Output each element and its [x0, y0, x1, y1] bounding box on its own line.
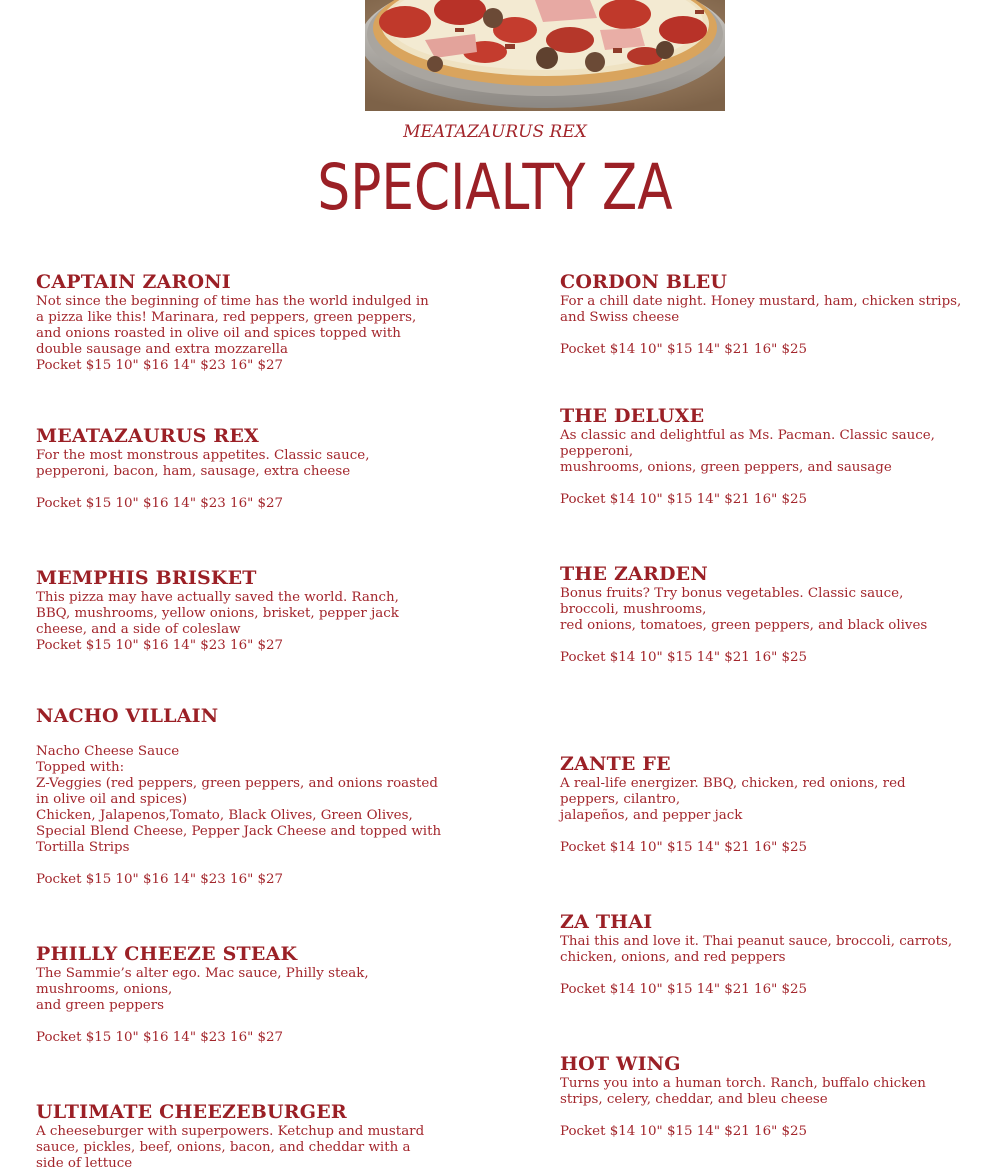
menu-item-name: THE DELUXE: [560, 405, 705, 427]
menu-item-ultimate-cheezeburger: [36, 1100, 428, 1172]
menu-item-name: PHILLY CHEEZE STEAK: [36, 943, 298, 965]
menu-item-name: CAPTAIN ZARONI: [36, 271, 231, 293]
menu-item-description: For the most monstrous appetites. Classic sauce,: [36, 448, 370, 463]
menu-item-hot-wing: [560, 1052, 955, 1140]
menu-item-description: Thai this and love it. Thai peanut sauce, broccoli, carrots,: [560, 934, 953, 949]
menu-item-prices: Pocket $14 10" $15 14" $21 16" $25: [560, 1124, 808, 1139]
menu-item-spacer: [560, 326, 955, 342]
menu-item-description: sauce, pickles, beef, onions, bacon, and cheddar with a: [36, 1140, 411, 1155]
menu-item-description: a pizza like this! Marinara, red peppers, green peppers,: [36, 310, 417, 325]
menu-item-name: THE ZARDEN: [560, 563, 708, 585]
menu-item-name: MEMPHIS BRISKET: [36, 567, 257, 589]
menu-item-name: CORDON BLEU: [560, 271, 728, 293]
menu-item-description: and Swiss cheese: [560, 310, 680, 325]
menu-item-description: As classic and delightful as Ms. Pacman. Classic sauce,: [560, 428, 935, 443]
menu-item-spacer: [36, 1014, 428, 1030]
menu-item-spacer: [36, 480, 428, 496]
menu-item-description: This pizza may have actually saved the world. Ranch,: [36, 590, 399, 605]
menu-item-prices: Pocket $15 10" $16 14" $23 16" $27: [36, 1030, 284, 1045]
menu-item-description: Chicken, Jalapenos,Tomato, Black Olives, Green Olives,: [36, 808, 413, 823]
menu-item-description: peppers, cilantro,: [560, 792, 681, 807]
menu-item-description: A real-life energizer. BBQ, chicken, red onions, red: [560, 776, 906, 791]
menu-item-description: pepperoni,: [560, 444, 634, 459]
page-title: SPECIALTY ZA: [317, 151, 673, 224]
menu-item-description: Topped with:: [36, 760, 125, 775]
menu-item-cordon-bleu: [560, 270, 962, 358]
menu-item-description: strips, celery, cheddar, and bleu cheese: [560, 1092, 828, 1107]
menu-item-description: A cheeseburger with superpowers. Ketchup and mustard: [36, 1124, 425, 1139]
menu-item-prices: Pocket $14 10" $15 14" $21 16" $25: [560, 492, 808, 507]
menu-item-description: and green peppers: [36, 998, 164, 1013]
menu-item-memphis-brisket: [36, 566, 428, 654]
menu-item-description: mushrooms, onions, green peppers, and sausage: [560, 460, 892, 475]
menu-item-the-deluxe: [560, 404, 955, 508]
menu-item-description: Turns you into a human torch. Ranch, buffalo chicken: [560, 1076, 926, 1091]
menu-item-description: pepperoni, bacon, ham, sausage, extra cheese: [36, 464, 351, 479]
menu-item-name: NACHO VILLAIN: [36, 705, 219, 727]
menu-item-description: Special Blend Cheese, Pepper Jack Cheese and topped with: [36, 824, 442, 839]
menu-item-prices: Pocket $15 10" $16 14" $23 16" $27: [36, 872, 284, 887]
menu-item-name: MEATAZAURUS REX: [36, 425, 259, 447]
menu-item-zante-fe: [560, 752, 955, 856]
menu-item-description: For a chill date night. Honey mustard, ham, chicken strips,: [560, 294, 962, 309]
menu-item-name: ZA THAI: [560, 911, 653, 933]
menu-item-description: side of lettuce: [36, 1156, 133, 1171]
photo-caption: MEATAZAURUS REX: [403, 122, 587, 142]
menu-item-prices: Pocket $14 10" $15 14" $21 16" $25: [560, 650, 808, 665]
menu-item-spacer: [560, 824, 955, 840]
menu-item-spacer: [36, 728, 428, 744]
menu-item-description: double sausage and extra mozzarella: [36, 342, 289, 357]
menu-item-spacer: [36, 856, 428, 872]
menu-item-prices: Pocket $14 10" $15 14" $21 16" $25: [560, 840, 808, 855]
menu-item-captain-zaroni: [36, 270, 428, 374]
menu-item-prices: Pocket $14 10" $15 14" $21 16" $25: [560, 982, 808, 997]
menu-item-description: Tortilla Strips: [36, 840, 130, 855]
menu-item-philly-cheeze-steak: [36, 942, 428, 1046]
menu-item-description: and onions roasted in olive oil and spices topped with: [36, 326, 401, 341]
menu-item-description: chicken, onions, and red peppers: [560, 950, 786, 965]
menu-item-spacer: [560, 476, 955, 492]
menu-item-prices: Pocket $15 10" $16 14" $23 16" $27: [36, 638, 284, 653]
menu-item-description: red onions, tomatoes, green peppers, and black olives: [560, 618, 928, 633]
menu-column-right: [560, 270, 962, 1140]
menu-item-spacer: [560, 966, 955, 982]
menu-column-left: [36, 270, 442, 1172]
menu-item-description: Z-Veggies (red peppers, green peppers, and onions roasted: [36, 776, 438, 791]
menu-item-description: in olive oil and spices): [36, 792, 188, 807]
menu-item-description: Bonus fruits? Try bonus vegetables. Classic sauce,: [560, 586, 904, 601]
menu-item-description: Nacho Cheese Sauce: [36, 744, 180, 759]
menu-item-name: ZANTE FE: [560, 753, 671, 775]
menu-item-description: Not since the beginning of time has the world indulged in: [36, 294, 429, 309]
menu-item-name: HOT WING: [560, 1053, 681, 1075]
menu-item-description: broccoli, mushrooms,: [560, 602, 707, 617]
menu-item-name: ULTIMATE CHEEZEBURGER: [36, 1101, 347, 1123]
menu-item-description: cheese, and a side of coleslaw: [36, 622, 241, 637]
menu-item-description: jalapeños, and pepper jack: [560, 808, 743, 823]
pizza-photo: [365, 0, 725, 111]
menu-item-prices: Pocket $15 10" $16 14" $23 16" $27: [36, 496, 284, 511]
menu-item-prices: Pocket $15 10" $16 14" $23 16" $27: [36, 358, 284, 373]
menu-item-spacer: [560, 634, 955, 650]
menu-item-spacer: [560, 1108, 955, 1124]
menu-item-za-thai: [560, 910, 955, 998]
menu-item-meatazaurus-rex: [36, 424, 428, 512]
menu-item-description: mushrooms, onions,: [36, 982, 173, 997]
menu-item-description: BBQ, mushrooms, yellow onions, brisket, pepper jack: [36, 606, 399, 621]
menu-item-prices: Pocket $14 10" $15 14" $21 16" $25: [560, 342, 808, 357]
menu-item-description: The Sammie’s alter ego. Mac sauce, Philly steak,: [36, 966, 369, 981]
menu-item-the-zarden: [560, 562, 955, 666]
menu-item-nacho-villain: [36, 704, 442, 888]
